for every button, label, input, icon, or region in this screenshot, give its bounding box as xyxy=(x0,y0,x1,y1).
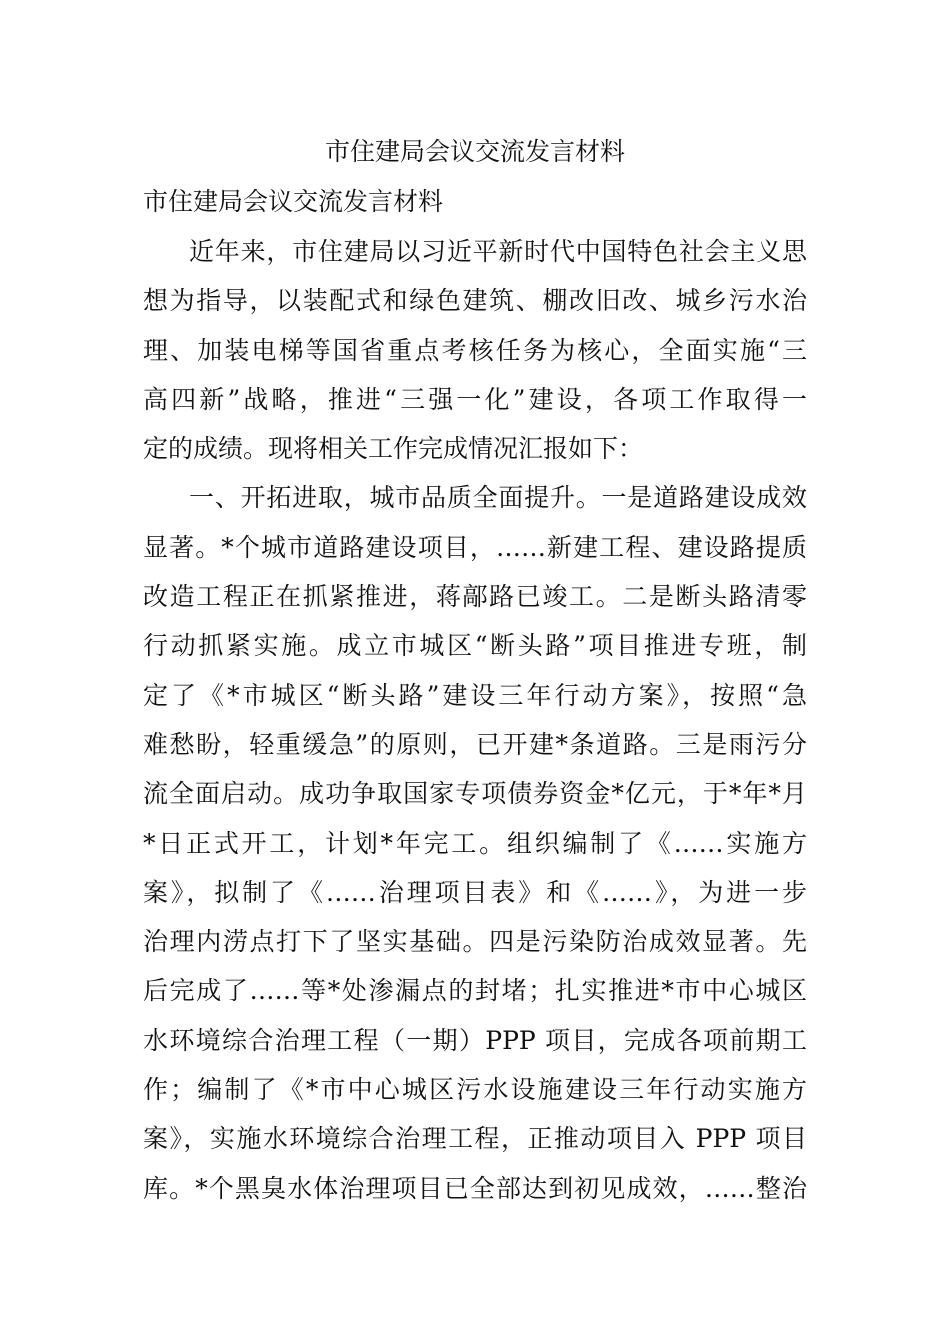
body-line: 想为指导，以装配式和绿色建筑、棚改旧改、城乡污水治 xyxy=(143,286,807,316)
body-line: 高四新”战略，推进“三强一化”建设，各项工作取得一 xyxy=(143,384,807,414)
body-line: 后完成了……等*处渗漏点的封堵；扎实推进*市中心城区 xyxy=(143,976,807,1006)
body-line: 定的成绩。现将相关工作完成情况汇报如下： xyxy=(143,434,644,464)
body-line: 定了《*市城区“断头路”建设三年行动方案》，按照“急 xyxy=(143,680,807,710)
body-line: 流全面启动。成功争取国家专项债券资金*亿元，于*年*月 xyxy=(143,779,807,809)
body-line: *日正式开工，计划*年完工。组织编制了《……实施方 xyxy=(143,828,807,858)
document-subtitle: 市住建局会议交流发言材料 xyxy=(143,187,444,216)
body-line: 一、开拓进取，城市品质全面提升。一是道路建设成效 xyxy=(189,483,807,513)
body-line: 显著。*个城市道路建设项目，……新建工程、建设路提质 xyxy=(143,532,807,562)
body-line: 案》，拟制了《……治理项目表》和《……》，为进一步 xyxy=(143,877,807,907)
body-line: 案》，实施水环境综合治理工程，正推动项目入 PPP 项目 xyxy=(143,1124,807,1154)
document-body xyxy=(143,230,807,1216)
body-line: 改造工程正在抓紧推进，蒋鄗路已竣工。二是断头路清零 xyxy=(143,582,807,612)
body-line: 难愁盼，轻重缓急”的原则，已开建*条道路。三是雨污分 xyxy=(143,729,807,759)
body-line: 近年来，市住建局以习近平新时代中国特色社会主义思 xyxy=(189,237,807,266)
body-line: 水环境综合治理工程（一期）PPP 项目，完成各项前期工 xyxy=(143,1025,807,1055)
body-line: 治理内涝点打下了坚实基础。四是污染防治成效显著。先 xyxy=(143,927,807,957)
body-line: 库。*个黑臭水体治理项目已全部达到初见成效，……整治 xyxy=(143,1173,807,1203)
body-line: 作；编制了《*市中心城区污水设施建设三年行动实施方 xyxy=(143,1075,807,1105)
body-line: 理、加装电梯等国省重点考核任务为核心，全面实施“三 xyxy=(143,335,807,365)
document-title: 市住建局会议交流发言材料 xyxy=(324,137,625,166)
body-line: 行动抓紧实施。成立市城区“断头路”项目推进专班，制 xyxy=(143,631,807,661)
